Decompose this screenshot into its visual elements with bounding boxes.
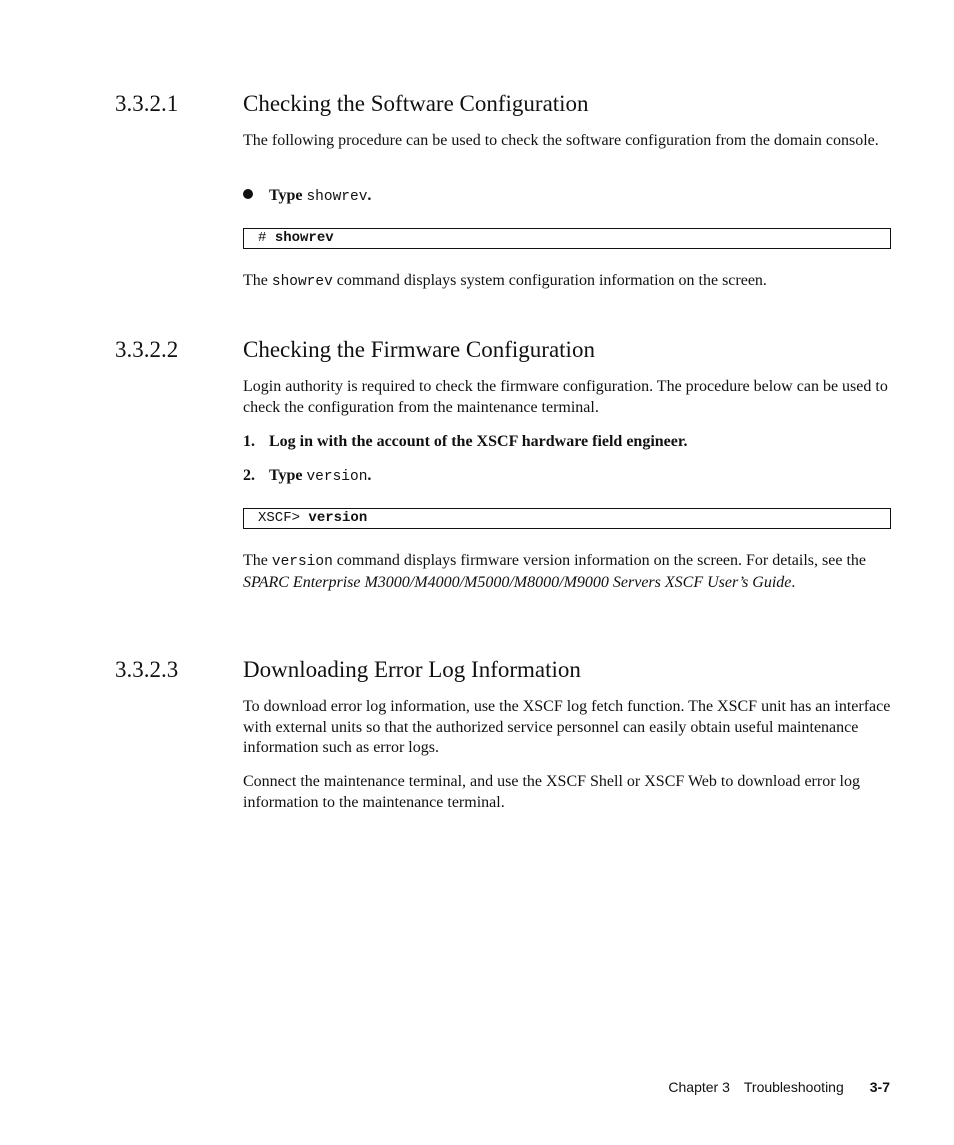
section-title: Downloading Error Log Information [243,657,581,682]
bullet-icon [243,189,253,199]
inline-code: showrev [271,274,333,290]
code-box [243,228,891,249]
section-number: 3.3.2.3 [115,657,179,682]
code-command: version [308,510,368,526]
code-line [258,509,367,528]
section-title: Checking the Firmware Configuration [243,337,595,362]
numbered-step [243,432,891,452]
paragraph: To download error log information, use the XSCF log fetch function. The XSCF unit has an interface with external units so that the authorized service personnel can easily obtain useful maintenance information such as error logs. [243,698,891,756]
book-title: SPARC Enterprise M3000/M4000/M5000/M8000/M9000 Servers XSCF User’s Guide [243,573,792,591]
page-footer [668,1078,890,1096]
step-label: Type [269,467,303,484]
bullet-step [243,186,891,207]
step-label: Type [269,187,303,204]
inline-code: version [271,554,333,570]
code-prompt: # [258,230,267,246]
code-command: showrev [274,230,334,246]
text: command displays system configuration information on the screen. [336,272,767,289]
step-text: Log in with the account of the XSCF hardware field engineer. [269,433,688,450]
paragraph: Login authority is required to check the firmware configuration. The procedure below can be used to check the configuration from the maintenance terminal. [243,378,888,416]
code-box [243,508,891,529]
footer-title: Troubleshooting [743,1079,844,1095]
text: The [243,272,268,289]
step-end: . [367,187,372,204]
section-number: 3.3.2.2 [115,337,179,362]
paragraph [243,271,891,293]
paragraph: The following procedure can be used to check the software configuration from the domain console. [243,132,879,149]
page-number: 3-7 [869,1079,890,1095]
code-prompt: XSCF> [258,510,301,526]
step-marker: 1. [243,433,255,450]
paragraph: Connect the maintenance terminal, and use the XSCF Shell or XSCF Web to download error log information to the maintenance terminal. [243,773,860,811]
section-title: Checking the Software Configuration [243,91,589,116]
inline-code: showrev [306,189,368,205]
code-line [258,229,334,248]
text: . [791,573,796,591]
text: The [243,552,268,569]
step-marker: 2. [243,467,255,484]
footer-chapter: Chapter 3 [668,1079,730,1095]
step-end: . [367,467,372,484]
section-number: 3.3.2.1 [115,91,179,116]
text: command displays firmware version information on the screen. For details, see the [336,552,866,569]
numbered-step [243,466,891,487]
paragraph [243,551,891,593]
inline-code: version [306,469,368,485]
